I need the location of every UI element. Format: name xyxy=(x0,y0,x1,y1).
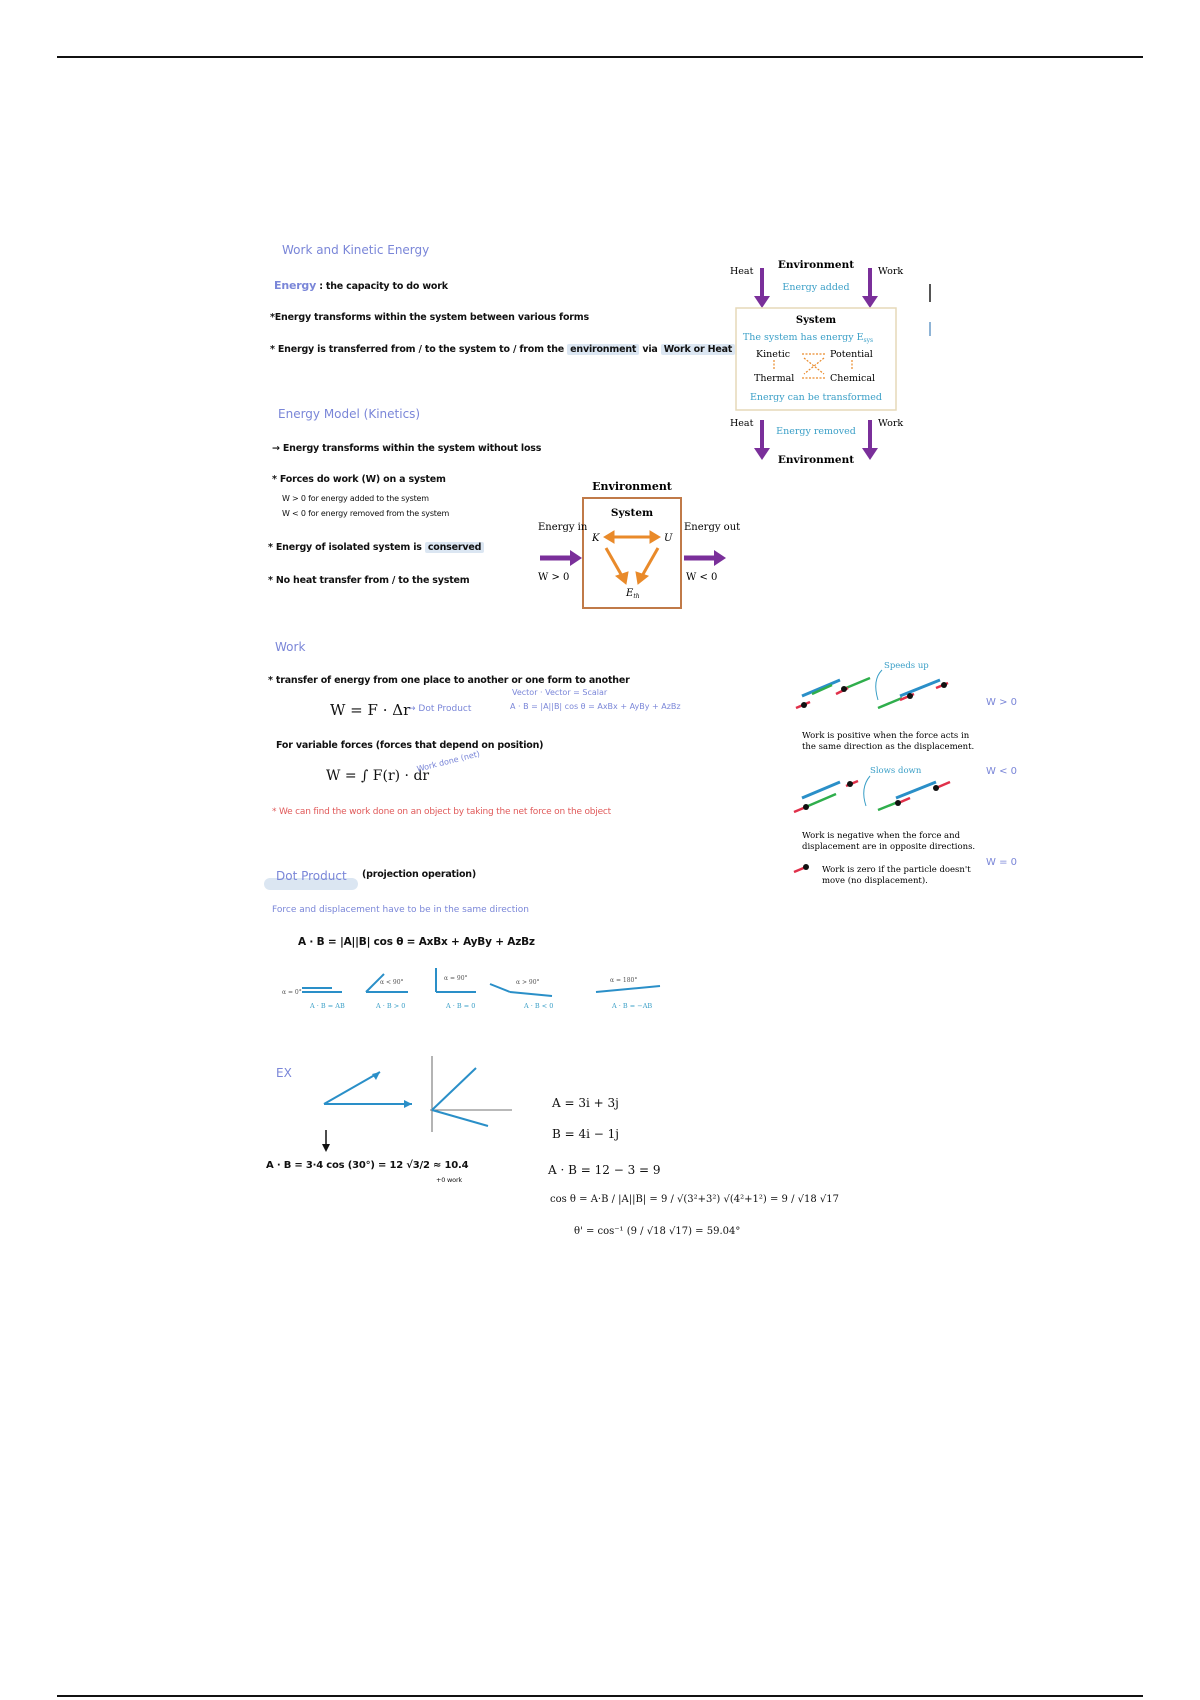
fig-env-label: Environment xyxy=(592,480,672,493)
dot-case-label-2: A · B = 0 xyxy=(446,1002,476,1010)
energy-definition-text: : the capacity to do work xyxy=(319,281,448,292)
red-note: * We can find the work done on an object by taking the net force on the object xyxy=(272,807,611,817)
slows-down-label: Slows down xyxy=(870,766,922,776)
model-conserved xyxy=(268,542,484,553)
highlight-environment: environment xyxy=(567,344,639,355)
dot-case-angle-3: α > 90° xyxy=(516,979,540,986)
kinetic-label: Kinetic xyxy=(756,349,791,360)
dot-product-cases-figure xyxy=(280,962,676,1018)
bullet-transfer-via: via xyxy=(642,344,658,355)
work-integral-note: Work done (net) xyxy=(415,749,481,774)
energy-added-label: Energy added xyxy=(782,282,850,293)
dot-case-angle-4: α = 180° xyxy=(610,977,638,984)
w-negative-label: W < 0 xyxy=(686,572,718,583)
highlight-conserved: conserved xyxy=(425,542,484,553)
system-energy-label: The system has energy $E_{sys}$ xyxy=(742,332,874,344)
positive-caption-2: the same direction as the displacement. xyxy=(802,742,975,752)
section-title-work: Work xyxy=(275,640,306,654)
env-bottom-label: Environment xyxy=(777,454,855,466)
example-left-vectors xyxy=(324,1072,412,1104)
negative-caption-1: Work is negative when the force and xyxy=(802,831,961,841)
heat-in-arrowhead xyxy=(754,296,770,308)
bottom-rule xyxy=(57,1695,1143,1697)
k-label: K xyxy=(592,533,600,544)
side-w-negative: W < 0 xyxy=(986,766,1017,777)
energy-definition xyxy=(274,279,448,292)
negative-caption-2: displacement are in opposite directions. xyxy=(802,842,976,852)
work-bottom-label: Work xyxy=(878,418,904,429)
work-sign-figure xyxy=(786,658,986,894)
vector-scalar-note: Vector · Vector = Scalar xyxy=(512,688,608,697)
dot-equation: A · B = |A||B| cos θ = AxBx + AyBy + AzBz xyxy=(298,936,535,948)
zero-caption-2: move (no displacement). xyxy=(822,876,928,886)
energy-out-arrowhead xyxy=(714,550,726,566)
zero-work-arrows xyxy=(794,864,809,872)
example-vectors-figure xyxy=(316,1052,522,1152)
dot-case-angle-2: α = 90° xyxy=(444,975,468,982)
bullet-transfer-pre: * Energy is transferred from / to the system to / from the xyxy=(270,344,565,355)
model-conserved-pre: * Energy of isolated system is xyxy=(268,542,422,553)
energy-in-label: Energy in xyxy=(538,522,588,533)
dot-case-label-3: A · B < 0 xyxy=(524,1002,554,1010)
speeds-up-label: Speeds up xyxy=(884,661,929,671)
example-vector-a: A = 3i + 3j xyxy=(552,1096,619,1110)
isolated-system-figure xyxy=(536,478,741,614)
env-top-label: Environment xyxy=(777,259,855,271)
work-integral: W = ∫ F(r) · dr xyxy=(326,768,430,784)
vector-formula-note: A · B = |A||B| cos θ = AxBx + AyBy + AzBz xyxy=(510,702,681,711)
energy-out-label: Energy out xyxy=(684,522,741,533)
zero-caption-1: Work is zero if the particle doesn't xyxy=(822,865,971,875)
example-cos-theta: cos θ = A·B / |A||B| = 9 / √(3²+3²) √(4²+1²) = 9 / √18 √17 xyxy=(550,1194,840,1205)
negative-work-arrows xyxy=(794,776,950,812)
dot-title-note: (projection operation) xyxy=(362,869,476,880)
work-out-arrowhead xyxy=(862,448,878,460)
dot-case-label-1: A · B > 0 xyxy=(376,1002,406,1010)
example-right-vectors xyxy=(432,1068,488,1126)
potential-label: Potential xyxy=(830,349,873,360)
side-w-zero: W = 0 xyxy=(986,857,1017,868)
fig-system-label: System xyxy=(610,507,654,519)
energy-system-figure xyxy=(728,256,938,470)
work-in-arrowhead xyxy=(862,296,878,308)
section-title-dot-product: Dot Product xyxy=(276,869,347,883)
positive-caption-1: Work is positive when the force acts in xyxy=(802,731,970,741)
dot-direction-note: Force and displacement have to be in the same direction xyxy=(272,905,529,915)
work-equation: W = F · Δr xyxy=(330,701,411,719)
dot-product-note: → Dot Product xyxy=(408,704,472,714)
energy-removed-label: Energy removed xyxy=(776,426,856,437)
work-definition: * transfer of energy from one place to another or one form to another xyxy=(268,675,630,686)
model-transforms: → Energy transforms within the system without loss xyxy=(272,443,542,454)
model-w-negative: W < 0 for energy removed from the system xyxy=(282,509,450,518)
example-left-arrowhead-b xyxy=(404,1100,412,1108)
positive-work-arrows xyxy=(796,670,948,708)
example-eq-left-note: +0 work xyxy=(436,1176,462,1184)
energy-term: Energy xyxy=(274,279,317,292)
example-down-arrowhead xyxy=(322,1144,330,1152)
highlight-work-heat: Work or Heat xyxy=(661,344,735,355)
energy-in-arrowhead xyxy=(570,550,582,566)
w-positive-label: W > 0 xyxy=(538,572,570,583)
example-label: EX xyxy=(276,1066,292,1080)
model-no-heat: * No heat transfer from / to the system xyxy=(268,575,470,586)
heat-bottom-label: Heat xyxy=(730,418,754,429)
bullet-transfer xyxy=(270,344,735,355)
margin-mark-2 xyxy=(929,322,931,336)
chemical-label: Chemical xyxy=(830,373,876,384)
dot-case-label-4: A · B = −AB xyxy=(612,1002,653,1010)
top-rule xyxy=(57,56,1143,58)
work-top-label: Work xyxy=(878,266,904,277)
dot-case-angle-0: α = 0° xyxy=(282,989,302,996)
margin-mark xyxy=(929,284,931,302)
transformed-label: Energy can be transformed xyxy=(749,392,883,403)
example-vector-b: B = 4i − 1j xyxy=(552,1127,620,1141)
dot-case-label-0: A · B = AB xyxy=(310,1002,345,1010)
side-w-positive: W > 0 xyxy=(986,697,1017,708)
heat-top-label: Heat xyxy=(730,266,754,277)
heat-out-arrowhead xyxy=(754,448,770,460)
system-label: System xyxy=(795,315,837,326)
model-w-positive: W > 0 for energy added to the system xyxy=(282,494,429,503)
example-theta: θ' = cos⁻¹ (9 / √18 √17) = 59.04° xyxy=(574,1226,741,1237)
section-title-work-energy: Work and Kinetic Energy xyxy=(282,243,430,257)
model-forces: * Forces do work (W) on a system xyxy=(272,474,446,485)
variable-forces: For variable forces (forces that depend on position) xyxy=(276,740,544,751)
example-eq-left: A · B = 3·4 cos (30°) = 12 √3/2 ≈ 10.4 xyxy=(266,1160,469,1171)
dot-case-arrows xyxy=(302,968,660,996)
thermal-label: Thermal xyxy=(754,373,795,384)
example-dot-result: A · B = 12 − 3 = 9 xyxy=(548,1163,661,1177)
u-label: U xyxy=(664,533,673,544)
eth-label: $E_{th}$ xyxy=(626,588,640,600)
dot-case-angle-1: α < 90° xyxy=(380,979,404,986)
section-title-energy-model: Energy Model (Kinetics) xyxy=(278,407,421,421)
bullet-transforms: *Energy transforms within the system between various forms xyxy=(270,312,589,323)
